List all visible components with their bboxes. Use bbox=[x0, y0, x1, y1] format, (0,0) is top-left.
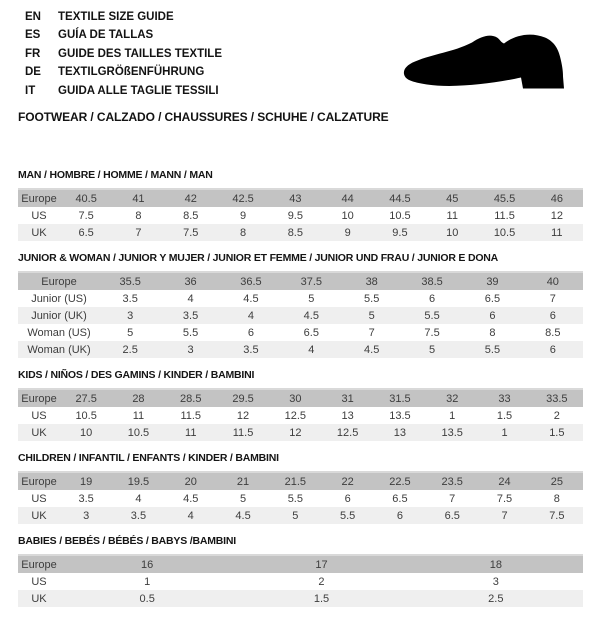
size-cell: 19 bbox=[80, 475, 93, 488]
size-cell: 36.5 bbox=[240, 275, 262, 288]
size-cell: 11.5 bbox=[494, 209, 515, 222]
size-cell: 1.5 bbox=[496, 409, 513, 422]
size-cell: 6.5 bbox=[303, 326, 319, 339]
row-label: Europe bbox=[41, 275, 77, 288]
size-cell: 6.5 bbox=[444, 509, 460, 522]
size-cell: 5.5 bbox=[339, 509, 356, 522]
size-cell: 11 bbox=[446, 209, 458, 222]
size-table-section-junior bbox=[18, 252, 583, 358]
language-code: FR bbox=[25, 47, 41, 60]
size-cell: 13.5 bbox=[389, 409, 411, 422]
size-cell: 6 bbox=[549, 343, 556, 356]
language-row bbox=[25, 45, 222, 63]
size-cell: 10 bbox=[341, 209, 354, 222]
size-cell: 5 bbox=[308, 292, 315, 305]
size-cell: 0.5 bbox=[139, 592, 155, 605]
size-cell: 8.5 bbox=[183, 209, 199, 222]
size-cell: 1.5 bbox=[313, 592, 330, 605]
size-cell: 12 bbox=[550, 209, 563, 222]
size-cell: 46 bbox=[550, 192, 563, 205]
table-row bbox=[18, 590, 583, 607]
table-header-row bbox=[18, 272, 583, 290]
size-table-section-kids bbox=[18, 369, 583, 441]
size-cell: 1 bbox=[501, 426, 508, 439]
size-cell: 8.5 bbox=[545, 326, 561, 339]
size-cell: 31 bbox=[341, 392, 354, 405]
size-cell: 10.5 bbox=[127, 426, 150, 439]
size-cell: 3 bbox=[187, 343, 194, 356]
table-row bbox=[18, 573, 583, 590]
table-title: CHILDREN / INFANTIL / ENFANTS / KINDER / BAMBINI bbox=[18, 452, 279, 464]
row-label: Woman (US) bbox=[27, 326, 91, 339]
language-title: TEXTILE SIZE GUIDE bbox=[58, 11, 174, 23]
size-cell: 8 bbox=[553, 492, 560, 505]
size-cell: 11.5 bbox=[180, 409, 202, 422]
size-cell: 21 bbox=[236, 475, 250, 488]
size-cell: 7.5 bbox=[78, 209, 94, 222]
table-header-row bbox=[18, 555, 583, 573]
size-cell: 7.5 bbox=[183, 226, 199, 239]
size-cell: 23.5 bbox=[441, 475, 463, 488]
size-cell: 2.5 bbox=[488, 592, 504, 605]
row-label: Europe bbox=[21, 558, 57, 571]
size-cell: 35.5 bbox=[119, 275, 141, 288]
size-cell: 33.5 bbox=[546, 392, 568, 405]
size-table bbox=[18, 271, 583, 358]
size-cell: 6 bbox=[549, 309, 556, 322]
language-row bbox=[25, 26, 222, 44]
size-cell: 30 bbox=[289, 392, 302, 405]
row-label: Europe bbox=[21, 392, 57, 405]
size-cell: 2 bbox=[318, 575, 325, 588]
size-cell: 4 bbox=[135, 492, 142, 505]
size-cell: 4.5 bbox=[364, 343, 380, 356]
size-cell: 3 bbox=[492, 575, 499, 588]
row-label: Europe bbox=[21, 192, 57, 205]
size-table bbox=[18, 388, 583, 441]
size-cell: 4.5 bbox=[243, 292, 259, 305]
size-cell: 3 bbox=[127, 309, 134, 322]
size-cell: 10.5 bbox=[389, 209, 411, 222]
size-cell: 40 bbox=[546, 275, 559, 288]
language-list bbox=[25, 8, 222, 100]
size-cell: 7 bbox=[549, 292, 556, 305]
size-cell: 9.5 bbox=[287, 209, 303, 222]
size-cell: 5 bbox=[429, 343, 436, 356]
table-row bbox=[18, 307, 583, 324]
table-header-row bbox=[18, 389, 583, 407]
size-cell: 4 bbox=[187, 509, 194, 522]
size-cell: 3.5 bbox=[122, 292, 138, 305]
size-cell: 6.5 bbox=[484, 292, 501, 305]
size-cell: 8.5 bbox=[287, 226, 303, 239]
language-title: GUIDA ALLE TAGLIE TESSILI bbox=[58, 84, 219, 97]
size-cell: 16 bbox=[141, 558, 154, 571]
table-row bbox=[18, 324, 583, 341]
language-code: ES bbox=[25, 29, 41, 42]
size-cell: 28 bbox=[132, 392, 145, 405]
size-cell: 9 bbox=[344, 226, 351, 239]
size-table-section-babies bbox=[18, 535, 583, 607]
size-cell: 41 bbox=[132, 192, 145, 205]
language-code: EN bbox=[25, 11, 41, 23]
size-cell: 10 bbox=[80, 426, 93, 439]
size-cell: 6 bbox=[489, 309, 496, 322]
row-label: UK bbox=[31, 426, 47, 439]
size-cell: 4 bbox=[308, 343, 315, 356]
language-code: DE bbox=[25, 66, 41, 79]
table-row bbox=[18, 224, 583, 241]
size-cell: 6 bbox=[429, 292, 436, 305]
category-heading: FOOTWEAR / CALZADO / CHAUSSURES / SCHUHE / CALZATURE bbox=[18, 110, 389, 124]
size-cell: 39 bbox=[486, 275, 499, 288]
size-cell: 17 bbox=[315, 558, 328, 571]
row-label: Junior (UK) bbox=[31, 309, 87, 322]
size-cell: 3 bbox=[83, 509, 90, 522]
size-cell: 20 bbox=[184, 475, 197, 488]
table-row bbox=[18, 341, 583, 358]
size-cell: 12 bbox=[289, 426, 302, 439]
size-cell: 4.5 bbox=[235, 509, 251, 522]
size-cell: 5 bbox=[292, 509, 299, 522]
size-cell: 6.5 bbox=[78, 226, 94, 239]
size-cell: 3.5 bbox=[243, 343, 259, 356]
language-code: IT bbox=[25, 84, 36, 97]
size-cell: 4.5 bbox=[303, 309, 319, 322]
table-row bbox=[18, 490, 583, 507]
size-cell: 42 bbox=[184, 192, 197, 205]
size-cell: 12.5 bbox=[336, 426, 359, 439]
size-cell: 45 bbox=[446, 192, 459, 205]
size-cell: 11 bbox=[551, 226, 563, 239]
size-cell: 6 bbox=[247, 326, 254, 339]
size-cell: 6.5 bbox=[392, 492, 408, 505]
size-tables bbox=[18, 169, 583, 618]
size-cell: 5 bbox=[127, 326, 134, 339]
size-cell: 25 bbox=[550, 475, 563, 488]
size-cell: 5 bbox=[239, 492, 247, 505]
size-cell: 13 bbox=[393, 426, 407, 439]
size-cell: 37.5 bbox=[300, 275, 323, 288]
size-table bbox=[18, 188, 583, 241]
size-table bbox=[18, 471, 583, 524]
table-row bbox=[18, 207, 583, 224]
size-cell: 3.5 bbox=[130, 509, 147, 522]
table-header-row bbox=[18, 472, 583, 490]
size-cell: 36 bbox=[184, 275, 197, 288]
size-cell: 40.5 bbox=[75, 192, 97, 205]
size-cell: 5 bbox=[368, 309, 375, 322]
size-cell: 1.5 bbox=[549, 426, 565, 439]
row-label: Woman (UK) bbox=[27, 343, 91, 356]
size-cell: 4.5 bbox=[183, 492, 199, 505]
size-cell: 10.5 bbox=[75, 409, 97, 422]
table-header-row bbox=[18, 189, 583, 207]
size-cell: 38 bbox=[365, 275, 378, 288]
size-cell: 43 bbox=[289, 192, 302, 205]
size-cell: 42.5 bbox=[232, 192, 254, 205]
size-cell: 7.5 bbox=[496, 492, 513, 505]
row-label: UK bbox=[31, 226, 47, 239]
size-cell: 31.5 bbox=[389, 392, 411, 405]
size-cell: 10.5 bbox=[493, 226, 516, 239]
table-row bbox=[18, 507, 583, 524]
row-label: US bbox=[31, 209, 47, 222]
size-cell: 22 bbox=[341, 475, 354, 488]
row-label: US bbox=[31, 575, 47, 588]
language-row bbox=[25, 63, 222, 81]
size-cell: 45.5 bbox=[493, 192, 516, 205]
size-cell: 32 bbox=[446, 392, 459, 405]
size-cell: 12.5 bbox=[284, 409, 307, 422]
size-cell: 8 bbox=[239, 226, 247, 239]
size-cell: 28.5 bbox=[180, 392, 202, 405]
size-cell: 2 bbox=[553, 409, 560, 422]
size-cell: 11.5 bbox=[232, 426, 254, 439]
size-cell: 9.5 bbox=[392, 226, 408, 239]
size-table-section-children bbox=[18, 452, 583, 524]
size-cell: 13 bbox=[341, 409, 354, 422]
row-label: US bbox=[31, 409, 47, 422]
size-cell: 19.5 bbox=[127, 475, 150, 488]
size-cell: 6 bbox=[396, 509, 403, 522]
size-cell: 11 bbox=[132, 409, 145, 422]
table-title: BABIES / BEBÉS / BÉBÉS / BABYS /BAMBINI bbox=[18, 535, 236, 547]
table-title: MAN / HOMBRE / HOMME / MANN / MAN bbox=[18, 169, 213, 181]
size-cell: 7.5 bbox=[549, 509, 565, 522]
size-cell: 38.5 bbox=[421, 275, 443, 288]
size-table-section-man bbox=[18, 169, 583, 241]
language-title: TEXTILGRÖßENFÜHRUNG bbox=[58, 66, 205, 79]
size-cell: 5.5 bbox=[364, 292, 380, 305]
row-label: Junior (US) bbox=[31, 292, 87, 305]
size-cell: 5.5 bbox=[424, 309, 440, 322]
size-cell: 4 bbox=[247, 309, 254, 322]
language-title: GUÍA DE TALLAS bbox=[58, 29, 154, 42]
language-row bbox=[25, 8, 222, 26]
size-cell: 29.5 bbox=[232, 392, 254, 405]
size-cell: 8 bbox=[489, 326, 496, 339]
size-cell: 1 bbox=[144, 575, 151, 588]
size-cell: 5.5 bbox=[484, 343, 501, 356]
size-cell: 12 bbox=[236, 409, 250, 422]
size-cell: 7 bbox=[368, 326, 375, 339]
size-cell: 5.5 bbox=[287, 492, 303, 505]
size-cell: 11 bbox=[185, 426, 197, 439]
size-cell: 5.5 bbox=[182, 326, 199, 339]
size-cell: 7 bbox=[501, 509, 508, 522]
row-label: US bbox=[31, 492, 47, 505]
size-cell: 21.5 bbox=[284, 475, 307, 488]
size-cell: 18 bbox=[489, 558, 502, 571]
row-label: UK bbox=[31, 509, 47, 522]
size-cell: 7 bbox=[135, 226, 142, 239]
size-cell: 4 bbox=[187, 292, 194, 305]
table-title: JUNIOR & WOMAN / JUNIOR Y MUJER / JUNIOR ET FEMME / JUNIOR UND FRAU / JUNIOR E DONA bbox=[18, 252, 499, 264]
size-cell: 7 bbox=[449, 492, 456, 505]
size-cell: 3.5 bbox=[78, 492, 94, 505]
table-row bbox=[18, 424, 583, 441]
size-cell: 2.5 bbox=[122, 343, 138, 356]
table-row bbox=[18, 290, 583, 307]
size-cell: 9 bbox=[239, 209, 247, 222]
size-cell: 13.5 bbox=[441, 426, 463, 439]
language-row bbox=[25, 82, 222, 100]
size-cell: 7.5 bbox=[424, 326, 440, 339]
table-row bbox=[18, 407, 583, 424]
size-cell: 27.5 bbox=[75, 392, 97, 405]
language-title: GUIDE DES TAILLES TEXTILE bbox=[58, 47, 222, 60]
row-label: UK bbox=[31, 592, 47, 605]
size-cell: 44.5 bbox=[389, 192, 411, 205]
size-cell: 10 bbox=[446, 226, 459, 239]
shoe-icon bbox=[402, 32, 570, 95]
size-cell: 1 bbox=[449, 409, 456, 422]
size-cell: 3.5 bbox=[182, 309, 199, 322]
row-label: Europe bbox=[21, 475, 57, 488]
size-cell: 6 bbox=[344, 492, 351, 505]
size-cell: 22.5 bbox=[389, 475, 411, 488]
size-cell: 8 bbox=[135, 209, 142, 222]
size-cell: 24 bbox=[498, 475, 511, 488]
table-title: KIDS / NIÑOS / DES GAMINS / KINDER / BAMBINI bbox=[18, 369, 255, 381]
size-cell: 33 bbox=[498, 392, 511, 405]
size-table bbox=[18, 554, 583, 607]
size-cell: 44 bbox=[341, 192, 354, 205]
